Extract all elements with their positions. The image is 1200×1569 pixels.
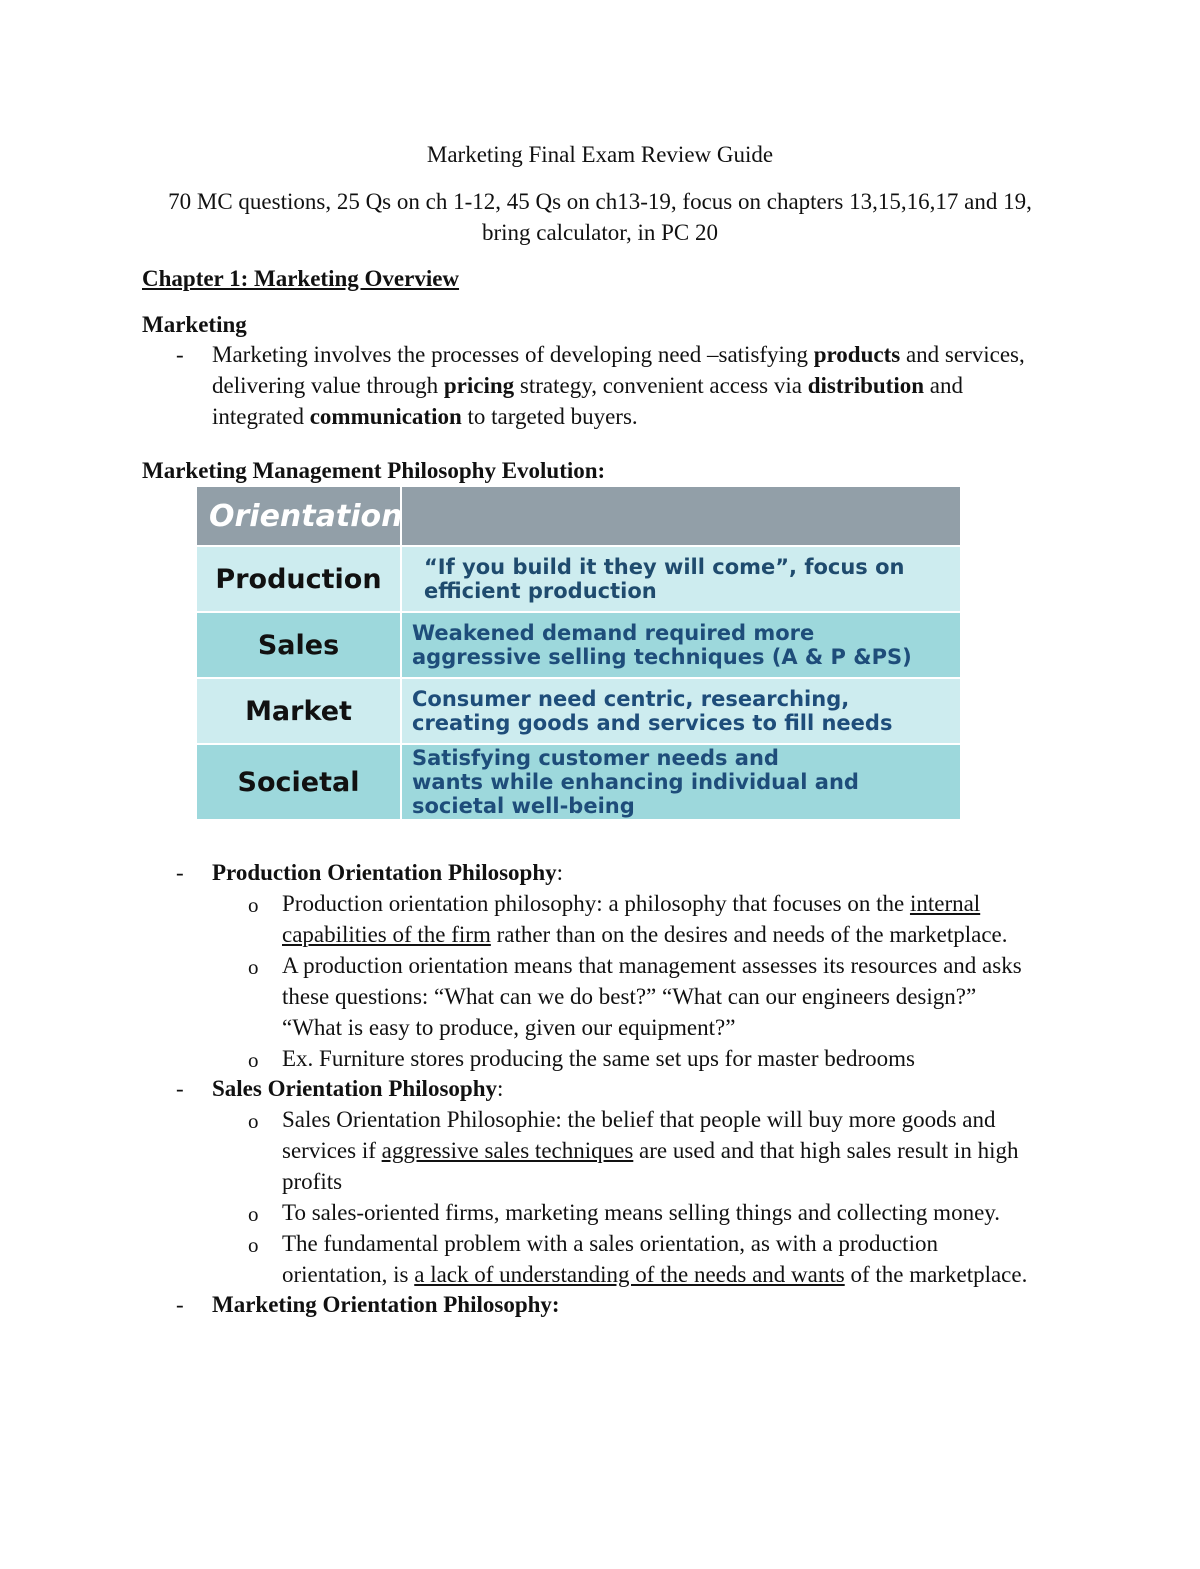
row-description-sales: Weakened demand required more aggressive selling techniques (A & P &PS) <box>412 621 912 669</box>
circle-bullet: o <box>248 1048 259 1072</box>
production-point-1-line-1: Production orientation philosophy: a philosophy that focuses on the internal <box>282 891 981 916</box>
sales-heading: Sales Orientation Philosophy: <box>212 1076 504 1101</box>
sales-point-1-line-1: Sales Orientation Philosophie: the belief that people will buy more goods and <box>282 1107 996 1132</box>
marketing-orientation-heading: Marketing Orientation Philosophy: <box>212 1292 560 1317</box>
marketing-heading: Marketing <box>142 312 247 337</box>
row-description-production: “If you build it they will come”, focus on efficient production <box>424 555 905 603</box>
orientation-table <box>197 487 960 817</box>
row-label-societal: Societal <box>197 745 402 819</box>
circle-bullet: o <box>248 1233 259 1257</box>
row-label-sales: Sales <box>197 613 402 677</box>
table-row <box>197 677 960 743</box>
circle-bullet: o <box>248 1202 259 1226</box>
exam-info-line-2: bring calculator, in PC 20 <box>481 220 719 245</box>
production-point-2-line-3: “What is easy to produce, given our equipment?” <box>282 1015 736 1040</box>
marketing-definition-line-2: delivering value through pricing strategy, convenient access via distribution and <box>212 373 963 398</box>
production-point-1-line-2: capabilities of the firm rather than on the desires and needs of the marketplace. <box>282 922 1008 947</box>
row-label-production: Production <box>197 547 402 611</box>
production-heading: Production Orientation Philosophy: <box>212 860 564 885</box>
table-row <box>197 743 960 819</box>
row-description-societal: Satisfying customer needs and wants while enhancing individual and societal well-being <box>412 746 859 818</box>
production-point-2-line-2: these questions: “What can we do best?” “What can our engineers design?” <box>282 984 977 1009</box>
marketing-definition-line-1: Marketing involves the processes of developing need –satisfying products and services, <box>212 342 1025 367</box>
row-label-market: Market <box>197 679 402 743</box>
sales-point-3-line-2: orientation, is a lack of understanding of the needs and wants of the marketplace. <box>282 1262 1028 1287</box>
document-title: Marketing Final Exam Review Guide <box>426 142 774 167</box>
production-point-2-line-1: A production orientation means that management assesses its resources and asks <box>282 953 1022 978</box>
sales-point-2-line-1: To sales-oriented firms, marketing means selling things and collecting money. <box>282 1200 1001 1225</box>
exam-info-line-1: 70 MC questions, 25 Qs on ch 1-12, 45 Qs on ch13-19, focus on chapters 13,15,16,17 and 19, <box>168 189 1032 214</box>
marketing-definition-line-3: integrated communication to targeted buyers. <box>212 404 638 429</box>
circle-bullet: o <box>248 893 259 917</box>
table-row <box>197 611 960 677</box>
sales-point-1-line-3: profits <box>282 1169 343 1194</box>
table-header-label: Orientation <box>197 487 402 545</box>
bullet-dash: - <box>176 1292 184 1317</box>
bullet-dash: - <box>176 860 184 885</box>
circle-bullet: o <box>248 1109 259 1133</box>
sales-point-3-line-1: The fundamental problem with a sales orientation, as with a production <box>282 1231 938 1256</box>
circle-bullet: o <box>248 955 259 979</box>
table-header-row <box>197 487 960 545</box>
bullet-dash: - <box>176 1076 184 1101</box>
chapter-heading: Chapter 1: Marketing Overview <box>142 266 460 291</box>
row-description-market: Consumer need centric, researching, creating goods and services to fill needs <box>412 687 893 735</box>
bullet-dash: - <box>176 342 184 367</box>
table-row <box>197 545 960 611</box>
sales-point-1-line-2: services if aggressive sales techniques are used and that high sales result in high <box>282 1138 1019 1163</box>
production-point-3-line-1: Ex. Furniture stores producing the same set ups for master bedrooms <box>282 1046 916 1071</box>
evolution-heading: Marketing Management Philosophy Evolution: <box>142 458 606 483</box>
